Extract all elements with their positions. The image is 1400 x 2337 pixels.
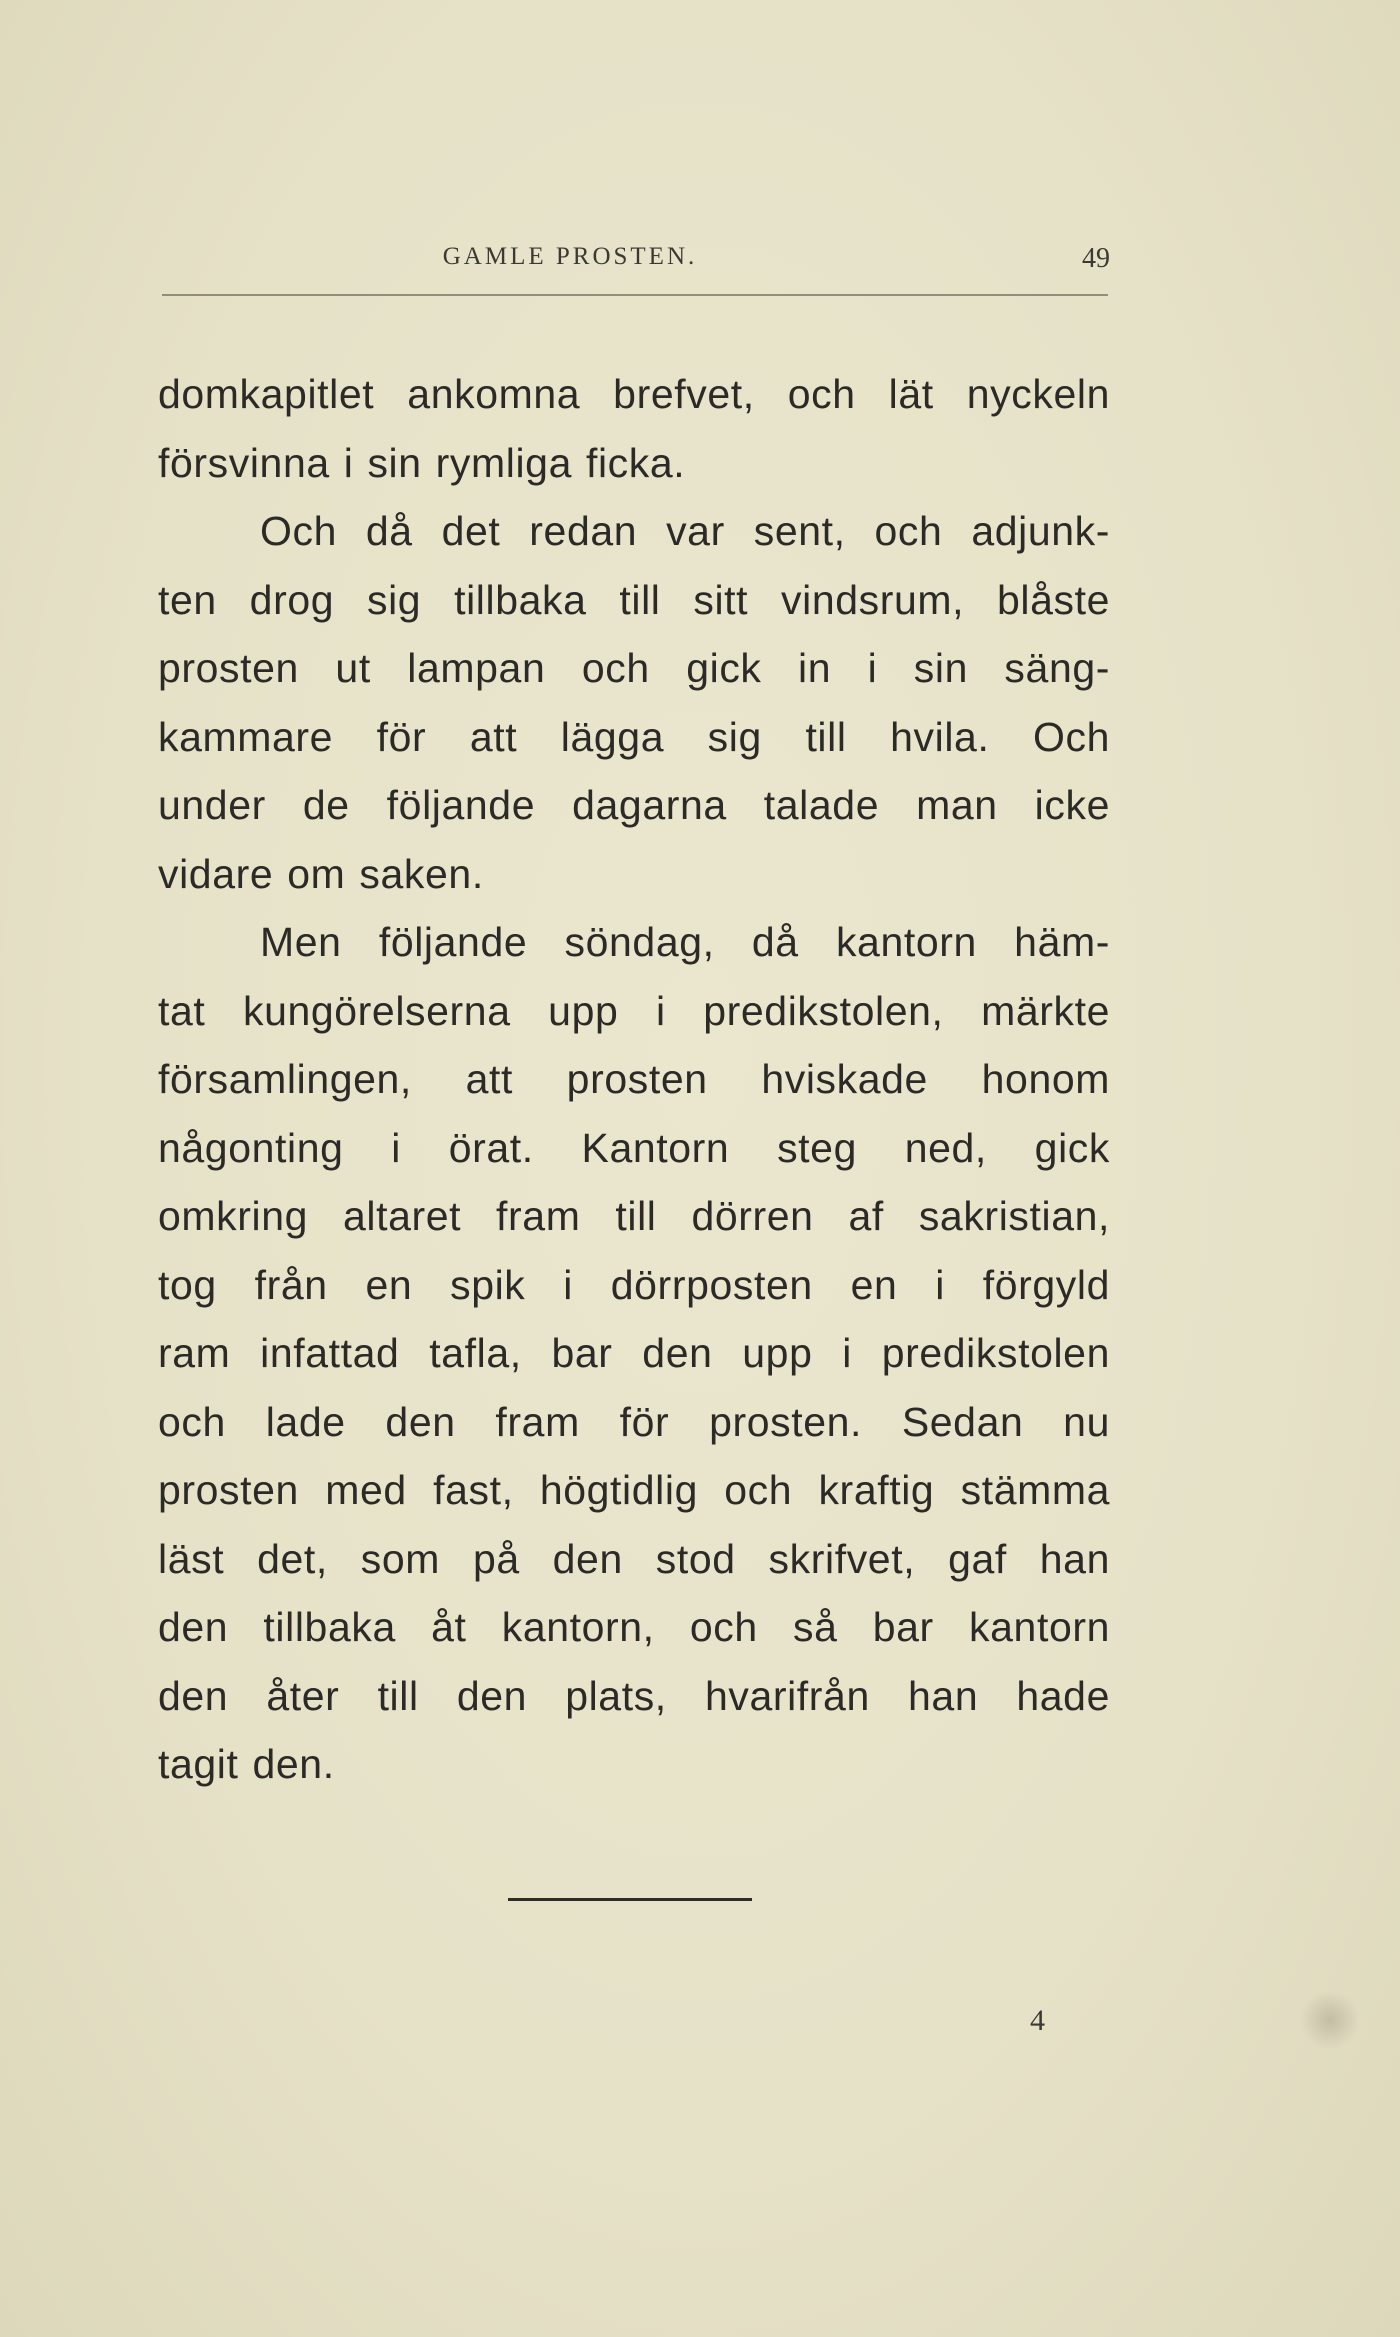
- body-text: [158, 360, 1110, 1799]
- header-rule: [162, 294, 1108, 296]
- text-line: ten drog sig tillbaka till sitt vindsrum, blåste: [158, 576, 1110, 623]
- text-line: och lade den fram för prosten. Sedan nu: [158, 1398, 1110, 1445]
- text-line: tagit den.: [158, 1741, 335, 1787]
- text-line: ram infattad tafla, bar den upp i predikstolen: [158, 1330, 1110, 1376]
- text-line: läst det, som på den stod skrifvet, gaf han: [158, 1535, 1110, 1582]
- text-line: församlingen, att prosten hviskade honom: [158, 1056, 1110, 1102]
- text-line: Men följande söndag, då kantorn häm-: [260, 919, 1110, 965]
- text-line: prosten ut lampan och gick in i sin säng-: [158, 645, 1110, 691]
- text-line: omkring altaret fram till dörren af sakristian,: [158, 1193, 1110, 1239]
- page-number: 49: [1082, 243, 1110, 274]
- text-line: den tillbaka åt kantorn, och så bar kantorn: [158, 1604, 1110, 1650]
- text-line: under de följande dagarna talade man icke: [158, 782, 1110, 828]
- text-line: någonting i örat. Kantorn steg ned, gick: [158, 1124, 1110, 1171]
- text-line: vidare om saken.: [158, 850, 484, 897]
- text-line: kammare för att lägga sig till hvila. Och: [158, 713, 1110, 760]
- running-head-title: GAMLE PROSTEN.: [442, 243, 698, 270]
- text-line: domkapitlet ankomna brefvet, och lät nyckeln: [158, 371, 1110, 417]
- text-line: tat kungörelserna upp i predikstolen, märkte: [158, 987, 1110, 1034]
- text-line: Och då det redan var sent, och adjunk-: [260, 508, 1110, 554]
- text-line: den åter till den plats, hvarifrån han hade: [158, 1672, 1110, 1719]
- text-line: tog från en spik i dörrposten en i förgyld: [158, 1261, 1110, 1308]
- text-line: prosten med fast, högtidlig och kraftig stämma: [158, 1467, 1110, 1513]
- running-head: [160, 243, 1110, 283]
- page-smudge: [1300, 1990, 1360, 2050]
- text-line: försvinna i sin rymliga ficka.: [158, 439, 686, 486]
- signature-mark: 4: [1030, 2004, 1045, 2037]
- chapter-end-rule: [508, 1898, 752, 1901]
